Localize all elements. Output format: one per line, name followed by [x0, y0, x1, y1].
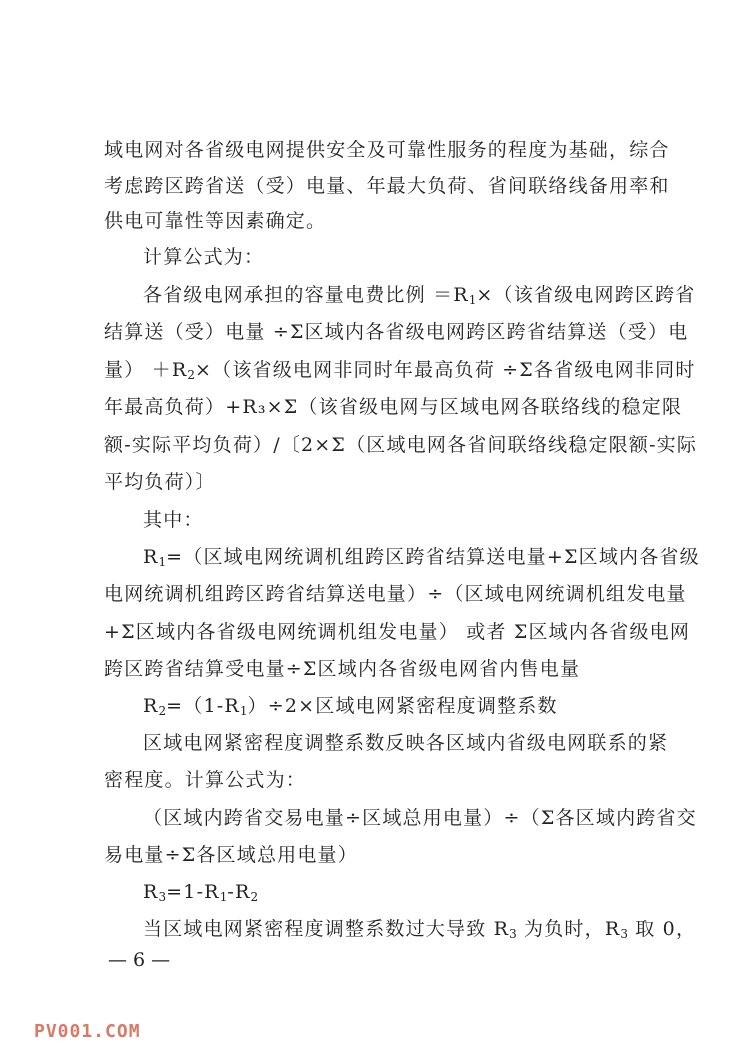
r1-line: +Σ区域内各省级电网统调机组发电量） 或者 Σ区域内各省级电网: [104, 621, 691, 643]
r2-line: $R_2=(1-R_1)\div 2\times$区域电网紧密程度调整系数: [143, 695, 558, 718]
formula-line: 年最高负荷）+R₃×Σ（该省级电网与区域电网各联络线的稳定限: [104, 396, 683, 418]
r3-line: $R_3=1-R_1-R_2$: [143, 881, 259, 904]
where-label: 其中：: [143, 509, 204, 531]
formula-line: 各省级电网承担的容量电费比例 $=R_1\times$（该省级电网跨区跨省: [143, 284, 696, 307]
page-number: — 6 —: [108, 949, 171, 971]
tight-formula-line: 易电量÷Σ各区域总用电量）: [104, 844, 358, 866]
paragraph-line: 供电可靠性等因素确定。: [104, 210, 327, 232]
r1-line: 电网统调机组跨区跨省结算送电量）÷（区域电网统调机组发电量: [104, 583, 687, 605]
tightness-line: 区域电网紧密程度调整系数反映各区域内省级电网联系的紧: [143, 732, 669, 754]
last-line: 当区域电网紧密程度调整系数过大导致 $R_3$ 为负时，$R_3$ 取 0，: [143, 918, 697, 941]
tight-formula-line: （区域内跨省交易电量÷区域总用电量）÷（Σ各区域内跨省交: [143, 807, 697, 829]
watermark: PV001.COM: [34, 1021, 141, 1042]
paragraph-line: 考虑跨区跨省送（受）电量、年最大负荷、省间联络线备用率和: [104, 175, 670, 197]
r1-line: $R_1=$（区域电网统调机组跨区跨省结算送电量+Σ区域内各省级: [143, 546, 700, 569]
tightness-line: 密程度。计算公式为：: [104, 769, 307, 791]
formula-line: 额-实际平均负荷）/〔2×Σ（区域电网各省间联络线稳定限额-实际: [104, 434, 698, 456]
paragraph-line: 域电网对各省级电网提供安全及可靠性服务的程度为基础，综合: [104, 139, 670, 161]
r1-line: 跨区跨省结算受电量÷Σ区域内各省级电网省内售电量: [104, 658, 581, 680]
formula-line: 平均负荷）〕: [104, 471, 216, 493]
formula-line: 结算送（受）电量 ÷Σ区域内各省级电网跨区跨省结算送（受）电: [104, 321, 689, 343]
formula-intro: 计算公式为：: [143, 246, 265, 268]
formula-line: 量） $+R_2\times$（该省级电网非同时年最高负荷 ÷Σ各省级电网非同时: [104, 359, 696, 382]
